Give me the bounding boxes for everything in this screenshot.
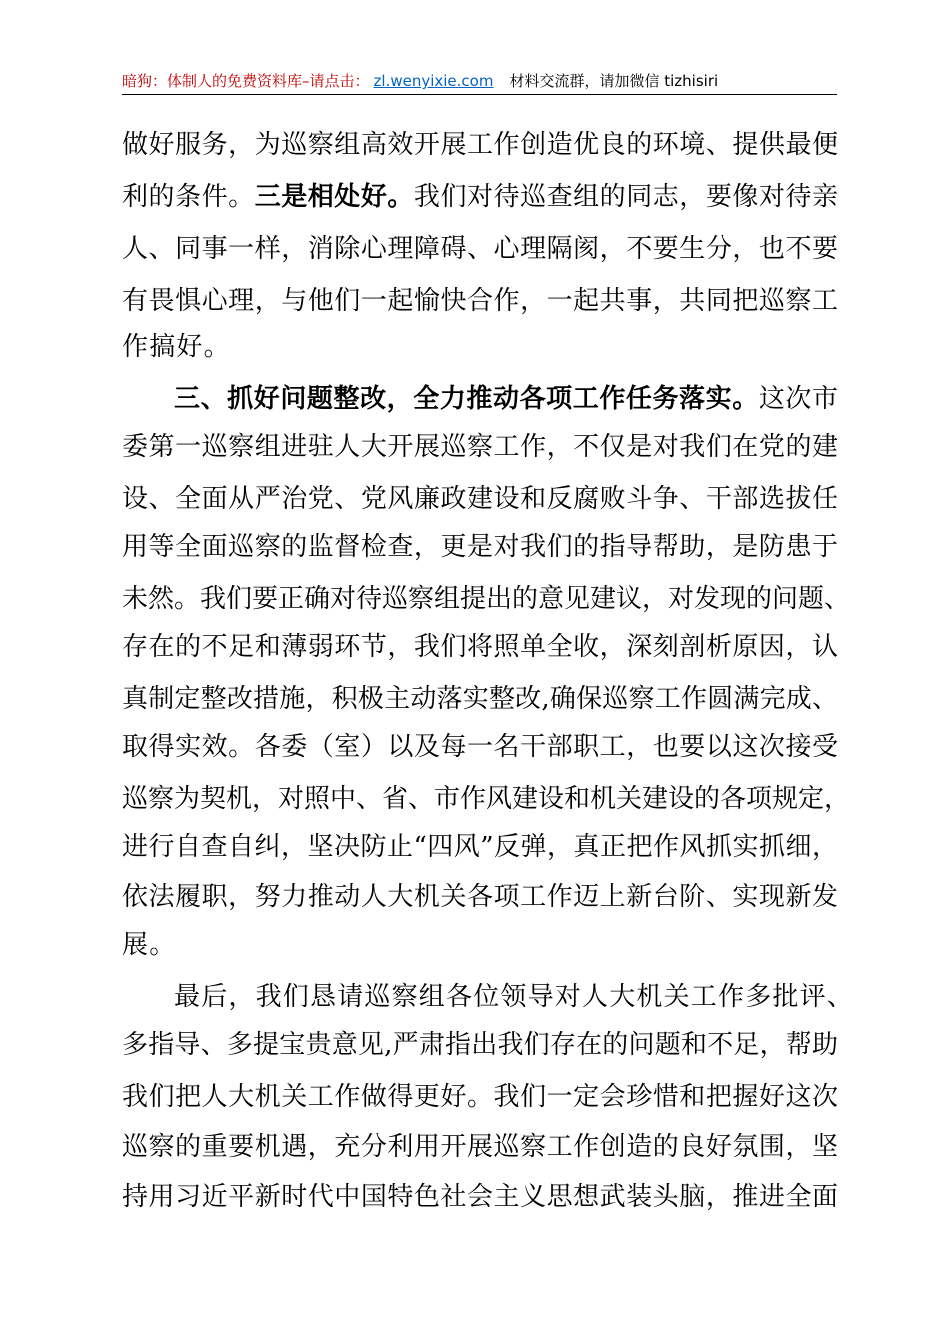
para3-line-2: 多指导、多提宝贵意见,严肃指出我们存在的问题和不足，帮助 bbox=[122, 1030, 838, 1060]
header-prompt: –请点击： bbox=[302, 72, 370, 90]
para2-line-1-end: 这次市 bbox=[758, 384, 838, 414]
para2-line-2: 委第一巡察组进驻人大开展巡察工作，不仅是对我们在党的建 bbox=[122, 432, 838, 462]
para1-line-1: 做好服务，为巡察组高效开展工作创造优良的环境、提供最便 bbox=[122, 130, 838, 160]
para1-line-2-end: 我们对待巡查组的同志，要像对待亲 bbox=[413, 182, 838, 212]
para3-line-3: 我们把人大机关工作做得更好。我们一定会珍惜和把握好这次 bbox=[122, 1082, 838, 1112]
header-link[interactable]: zl.wenyixie.com bbox=[373, 72, 494, 90]
para2-line-6: 存在的不足和薄弱环节，我们将照单全收，深刻剖析原因，认 bbox=[122, 632, 838, 662]
para3-line-4: 巡察的重要机遇，充分利用开展巡察工作创造的良好氛围，坚 bbox=[122, 1132, 838, 1162]
para2-line-9: 巡察为契机，对照中、省、市作风建设和机关建设的各项规定， bbox=[122, 784, 851, 814]
para2-line-10: 进行自查自纠，坚决防止“四风”反弹，真正把作风抓实抓细， bbox=[122, 832, 838, 862]
para1-line-2-start: 利的条件。 bbox=[122, 182, 255, 212]
para2-line-4: 用等全面巡察的监督检查，更是对我们的指导帮助，是防患于 bbox=[122, 532, 838, 562]
para1-line-5: 作搞好。 bbox=[122, 332, 231, 362]
para2-line-8: 取得实效。各委（室）以及每一名干部职工，也要以这次接受 bbox=[122, 732, 838, 762]
para1-line-4: 有畏惧心理，与他们一起愉快合作，一起共事，共同把巡察工 bbox=[122, 286, 838, 316]
header-note: 材料交流群，请加微信 tizhisiri bbox=[509, 72, 719, 90]
page-header bbox=[122, 70, 837, 95]
para2-line-12: 展。 bbox=[122, 930, 177, 960]
para1-line-2 bbox=[122, 180, 838, 214]
header-brand: 暗狗：体制人的免费资料库 bbox=[122, 72, 303, 90]
para2-line-5: 未然。我们要正确对待巡察组提出的意见建议，对发现的问题、 bbox=[122, 584, 851, 614]
para1-line-2-bold: 三是相处好。 bbox=[254, 182, 414, 212]
para3-line-5: 持用习近平新时代中国特色社会主义思想武装头脑，推进全面 bbox=[122, 1182, 838, 1212]
para2-line-1-heading: 三、抓好问题整改，全力推动各项工作任务落实。 bbox=[174, 384, 759, 414]
para2-line-7: 真制定整改措施，积极主动落实整改,确保巡察工作圆满完成、 bbox=[122, 684, 838, 714]
para2-line-1 bbox=[174, 382, 838, 416]
para2-line-3: 设、全面从严治党、党风廉政建设和反腐败斗争、干部选拔任 bbox=[122, 484, 838, 514]
para3-line-1: 最后，我们恳请巡察组各位领导对人大机关工作多批评、 bbox=[174, 982, 855, 1012]
para2-line-11: 依法履职，努力推动人大机关各项工作迈上新台阶、实现新发 bbox=[122, 882, 838, 912]
para1-line-3: 人、同事一样，消除心理障碍、心理隔阂，不要生分，也不要 bbox=[122, 234, 838, 264]
